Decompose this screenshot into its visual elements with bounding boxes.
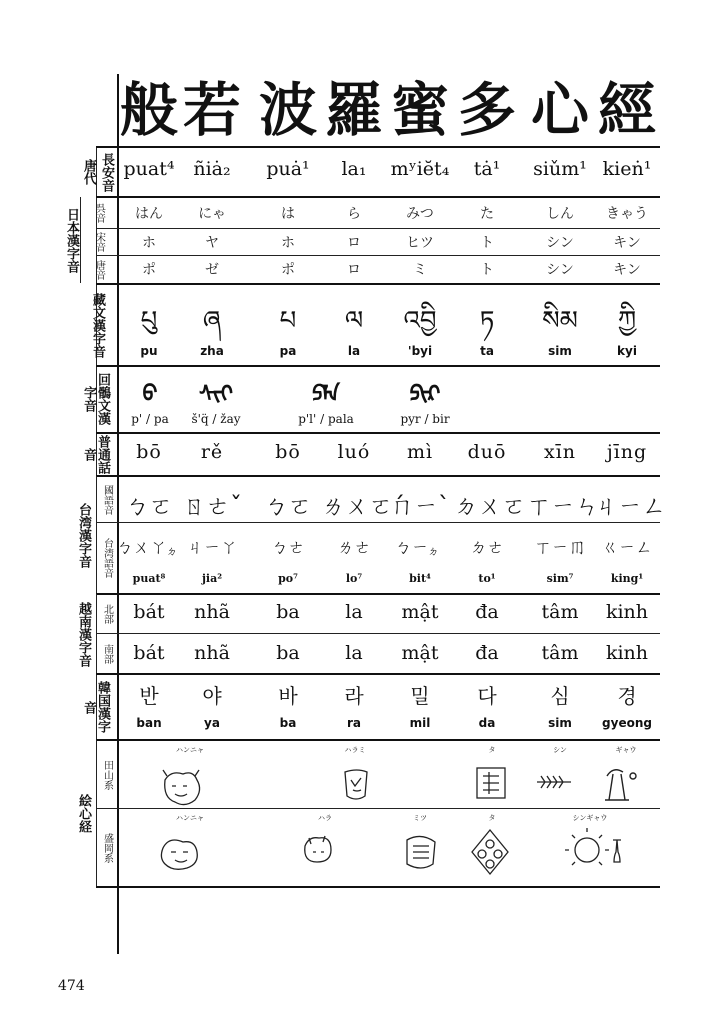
putonghua-reading: bō	[275, 441, 301, 463]
uyghur-roman: p' / pa	[131, 412, 169, 426]
title-char: 羅	[324, 76, 383, 144]
japan-reading: は	[281, 206, 295, 222]
tibetan-roman: kyi	[617, 344, 637, 358]
japan-reading: キン	[613, 235, 641, 251]
title-char: 多	[457, 76, 516, 144]
vietnamese-reading: tâm	[541, 642, 579, 664]
rule-after-vietnam	[96, 673, 660, 675]
japan-reading: ヒツ	[406, 235, 434, 251]
uyghur-roman: š'q̈ / žay	[191, 412, 241, 426]
japan-reading: きゃう	[606, 206, 648, 222]
tibetan-glyph: པ	[279, 306, 297, 336]
label-vietnam-sub-2: 南部	[101, 643, 113, 664]
picture-gyau-figure	[605, 770, 636, 800]
label-eshingyo-sub-1: 田山系	[101, 759, 113, 790]
japan-reading: ヤ	[205, 235, 219, 251]
tibetan-glyph: ཏ	[479, 306, 495, 336]
japan-reading: ホ	[142, 235, 156, 251]
putonghua-reading: luó	[337, 441, 371, 463]
bopomofo-reading: ㄇㄧˋ	[390, 492, 450, 520]
minnan-roman: po⁷	[278, 572, 298, 585]
title-char: 心	[530, 76, 589, 144]
rule-japan-1	[96, 228, 660, 229]
picture-caption: タ	[488, 746, 496, 754]
minnan-bopomofo: ㄐㄧㄚ	[186, 538, 238, 558]
picture-caption: ハラミ	[344, 746, 366, 754]
minnan-bopomofo: ㄅㄧㆵ	[394, 538, 446, 558]
picture-caption: シン	[553, 746, 567, 754]
korean-hangul: 라	[344, 684, 364, 708]
rule-after-taiwan	[96, 593, 660, 595]
bopomofo-reading: ㄖㄜˇ	[182, 492, 242, 520]
title-char: 蜜	[390, 76, 449, 144]
minnan-roman: jia²	[201, 572, 223, 585]
japan-reading: ゼ	[205, 262, 219, 278]
label-eshingyo: 絵心経	[76, 793, 91, 833]
tang-reading: kieṅ¹	[602, 158, 652, 180]
tibetan-roman: ta	[480, 344, 494, 358]
picture-shingyau-bowl	[565, 828, 621, 865]
tibetan-roman: pu	[140, 344, 158, 358]
japan-reading: た	[480, 206, 494, 222]
bopomofo-reading: ㄅㄛ	[125, 492, 173, 520]
rule-taiwan-mid	[96, 522, 660, 523]
minnan-roman: to¹	[478, 572, 496, 585]
japan-reading: ト	[480, 235, 494, 251]
vietnamese-reading: bát	[133, 642, 165, 664]
vietnamese-reading: nhã	[194, 642, 230, 664]
tibetan-roman: la	[347, 344, 361, 358]
picture-caption: ハンニャ	[176, 814, 204, 822]
korean-hangul: 다	[477, 684, 497, 708]
tang-reading: la₁	[341, 158, 367, 180]
title-char: 若	[182, 76, 241, 144]
rule-after-eshingyo	[96, 886, 660, 888]
title-char: 波	[258, 76, 317, 144]
korean-roman: ra	[346, 716, 361, 730]
minnan-roman: king¹	[610, 572, 644, 585]
minnan-roman: bit⁴	[409, 572, 431, 585]
tibetan-glyph: ཀྱི	[617, 306, 637, 336]
minnan-bopomofo: ㄅㄜ	[271, 538, 305, 558]
uyghur-glyph: ᠰᠢᠶ	[199, 381, 233, 407]
vietnamese-reading: ba	[276, 642, 300, 664]
label-japan-sub-1: 呉音	[93, 203, 105, 223]
vietnamese-reading: ba	[276, 601, 300, 623]
korean-roman: ban	[136, 716, 162, 730]
picture-ta-box	[477, 768, 505, 798]
vietnamese-reading: kinh	[605, 601, 649, 623]
picture-mitsu-box	[407, 836, 435, 868]
picture-caption: ハラ	[318, 814, 332, 822]
tibetan-glyph: ལ	[344, 306, 364, 336]
putonghua-reading: xīn	[543, 441, 577, 463]
japan-reading: ロ	[347, 235, 361, 251]
rule-japan-2	[96, 255, 660, 256]
bopomofo-reading: ㄅㄛ	[264, 492, 312, 520]
title-char: 般	[119, 76, 178, 144]
picture-hannya-mask-2	[161, 840, 197, 869]
minnan-bopomofo: ㄅㄨㄚㆵ	[116, 538, 184, 558]
tang-reading: mʸiĕt₄	[390, 158, 450, 180]
label-vietnam-sub-1: 北部	[101, 604, 113, 624]
picture-ta-diamond	[472, 830, 508, 874]
rule-after-tibet	[96, 365, 660, 367]
tibetan-glyph: པུ	[140, 306, 158, 336]
uyghur-glyph: ᠪ	[142, 381, 158, 407]
bopomofo-reading: ㄐㄧㄥ	[594, 492, 666, 520]
japan-reading: ミ	[413, 262, 427, 278]
tang-reading: siǔm¹	[533, 158, 587, 180]
rule-after-tang	[96, 196, 660, 198]
rule-under-title	[96, 146, 660, 148]
eshingyo-sub-divider	[96, 740, 97, 886]
title-char: 經	[597, 76, 656, 144]
vietnamese-reading: đa	[475, 642, 499, 664]
minnan-roman: lo⁷	[345, 572, 363, 585]
japan-reading: にゃ	[198, 206, 226, 222]
japan-reading: ホ	[281, 235, 295, 251]
japan-reading: みつ	[406, 206, 434, 222]
korean-hangul: 밀	[410, 684, 430, 708]
uyghur-glyph: ᠫᠢᠷ	[409, 381, 441, 407]
tang-reading: puȧ¹	[266, 158, 310, 180]
rule-after-japan	[96, 283, 660, 285]
label-tang: 唐代	[81, 159, 96, 185]
korean-roman: ba	[279, 716, 297, 730]
japan-reading: はん	[135, 206, 163, 222]
page-number: 474	[58, 978, 85, 994]
tang-reading: puat⁴	[123, 158, 175, 180]
label-japan: 日本漢字音	[64, 207, 79, 273]
picture-caption: ミツ	[413, 814, 427, 822]
korean-hangul: 경	[617, 684, 637, 708]
tang-reading: tȧ¹	[473, 158, 501, 180]
putonghua-reading: mì	[406, 441, 434, 463]
rule-after-putonghua	[96, 475, 660, 477]
picture-hannya-mask-1	[163, 770, 200, 805]
tibetan-roman: pa	[279, 344, 297, 358]
label-tibet: 藏文漢字音	[90, 292, 105, 358]
korean-roman: da	[478, 716, 496, 730]
vietnamese-reading: la	[345, 601, 363, 623]
uyghur-roman: pyr / bir	[400, 412, 450, 426]
label-eshingyo-sub-2: 盛岡系	[101, 832, 113, 863]
putonghua-reading: duō	[467, 441, 507, 463]
vietnamese-reading: kinh	[605, 642, 649, 664]
bopomofo-reading: ㄉㄨㄛ	[454, 492, 526, 520]
vietnam-sub-divider	[96, 594, 97, 673]
vietnamese-reading: mật	[401, 601, 439, 623]
vietnamese-reading: đa	[475, 601, 499, 623]
tang-reading: ñiȧ₂	[193, 158, 231, 180]
japan-reading: ロ	[347, 262, 361, 278]
picture-hara-belly	[305, 836, 331, 862]
japan-reading: ト	[480, 262, 494, 278]
korean-hangul: 심	[550, 684, 570, 708]
label-korea: 韓国漢字音	[81, 681, 110, 733]
label-uyghur: 回鶻文漢字音	[81, 373, 110, 425]
korean-hangul: 야	[202, 684, 222, 708]
japan-reading: シン	[546, 262, 574, 278]
bopomofo-reading: ㄒㄧㄣ	[527, 492, 599, 520]
label-taiwan: 台湾漢字音	[76, 502, 91, 568]
korean-roman: ya	[204, 716, 220, 730]
putonghua-reading: rě	[200, 441, 224, 463]
label-japan-sub-3: 唐音	[93, 259, 105, 280]
minnan-bopomofo: ㄒㄧㆬ	[534, 538, 586, 558]
korean-roman: sim	[548, 716, 572, 730]
label-tang-sub: 長安音	[99, 152, 114, 192]
vietnamese-reading: la	[345, 642, 363, 664]
minnan-bopomofo: ㄌㄜ	[337, 538, 371, 558]
eshingyo-pictures	[117, 740, 662, 886]
vietnamese-reading: nhã	[194, 601, 230, 623]
tibetan-roman: zha	[200, 344, 224, 358]
minnan-bopomofo: ㄍㄧㄥ	[601, 538, 653, 558]
rule-after-uyghur	[96, 432, 660, 434]
putonghua-reading: bō	[136, 441, 162, 463]
japan-reading: シン	[546, 235, 574, 251]
picture-caption: シンギャウ	[572, 814, 608, 822]
minnan-roman: puat⁸	[132, 572, 166, 585]
minnan-bopomofo: ㄉㄜ	[470, 538, 504, 558]
picture-caption: ハンニャ	[176, 746, 204, 754]
japan-reading: しん	[546, 206, 574, 222]
korean-hangul: 반	[139, 684, 159, 708]
japan-reading: ポ	[281, 262, 295, 278]
tibetan-roman: sim	[548, 344, 572, 358]
vietnamese-reading: mật	[401, 642, 439, 664]
korean-roman: mil	[409, 716, 431, 730]
japan-reading: ら	[347, 206, 361, 222]
vietnamese-reading: bát	[133, 601, 165, 623]
picture-caption: ギャウ	[615, 746, 637, 754]
rule-vietnam-mid	[96, 633, 660, 634]
japan-sub-divider	[80, 197, 81, 283]
picture-harami-bowl	[345, 770, 367, 799]
uyghur-glyph: ᠫᠯᠠ	[312, 381, 340, 407]
japan-reading: ポ	[142, 262, 156, 278]
minnan-roman: sim⁷	[546, 572, 574, 585]
picture-caption: タ	[488, 814, 496, 822]
korean-hangul: 바	[278, 684, 298, 708]
label-putonghua: 普通話音	[81, 434, 110, 474]
tibetan-roman: 'byi	[407, 344, 433, 358]
tibetan-glyph: འབྱི	[403, 306, 437, 336]
label-taiwan-sub-2: 台湾語音	[101, 538, 113, 578]
putonghua-reading: jīng	[606, 441, 648, 463]
label-japan-sub-2: 宋音	[93, 232, 105, 252]
taiwan-sub-divider	[96, 476, 97, 593]
japan-reading: キン	[613, 262, 641, 278]
bopomofo-reading: ㄌㄨㄛˊ	[321, 492, 405, 520]
tibetan-glyph: སིམ	[542, 306, 578, 336]
korean-roman: gyeong	[602, 716, 652, 730]
label-vietnam: 越南漢字音	[76, 601, 91, 667]
uyghur-roman: p'l' / pala	[298, 412, 354, 426]
tibetan-glyph: ཞ	[202, 306, 222, 336]
vietnamese-reading: tâm	[541, 601, 579, 623]
picture-shin-plant	[537, 776, 571, 788]
label-taiwan-sub-1: 國語音	[101, 485, 113, 515]
